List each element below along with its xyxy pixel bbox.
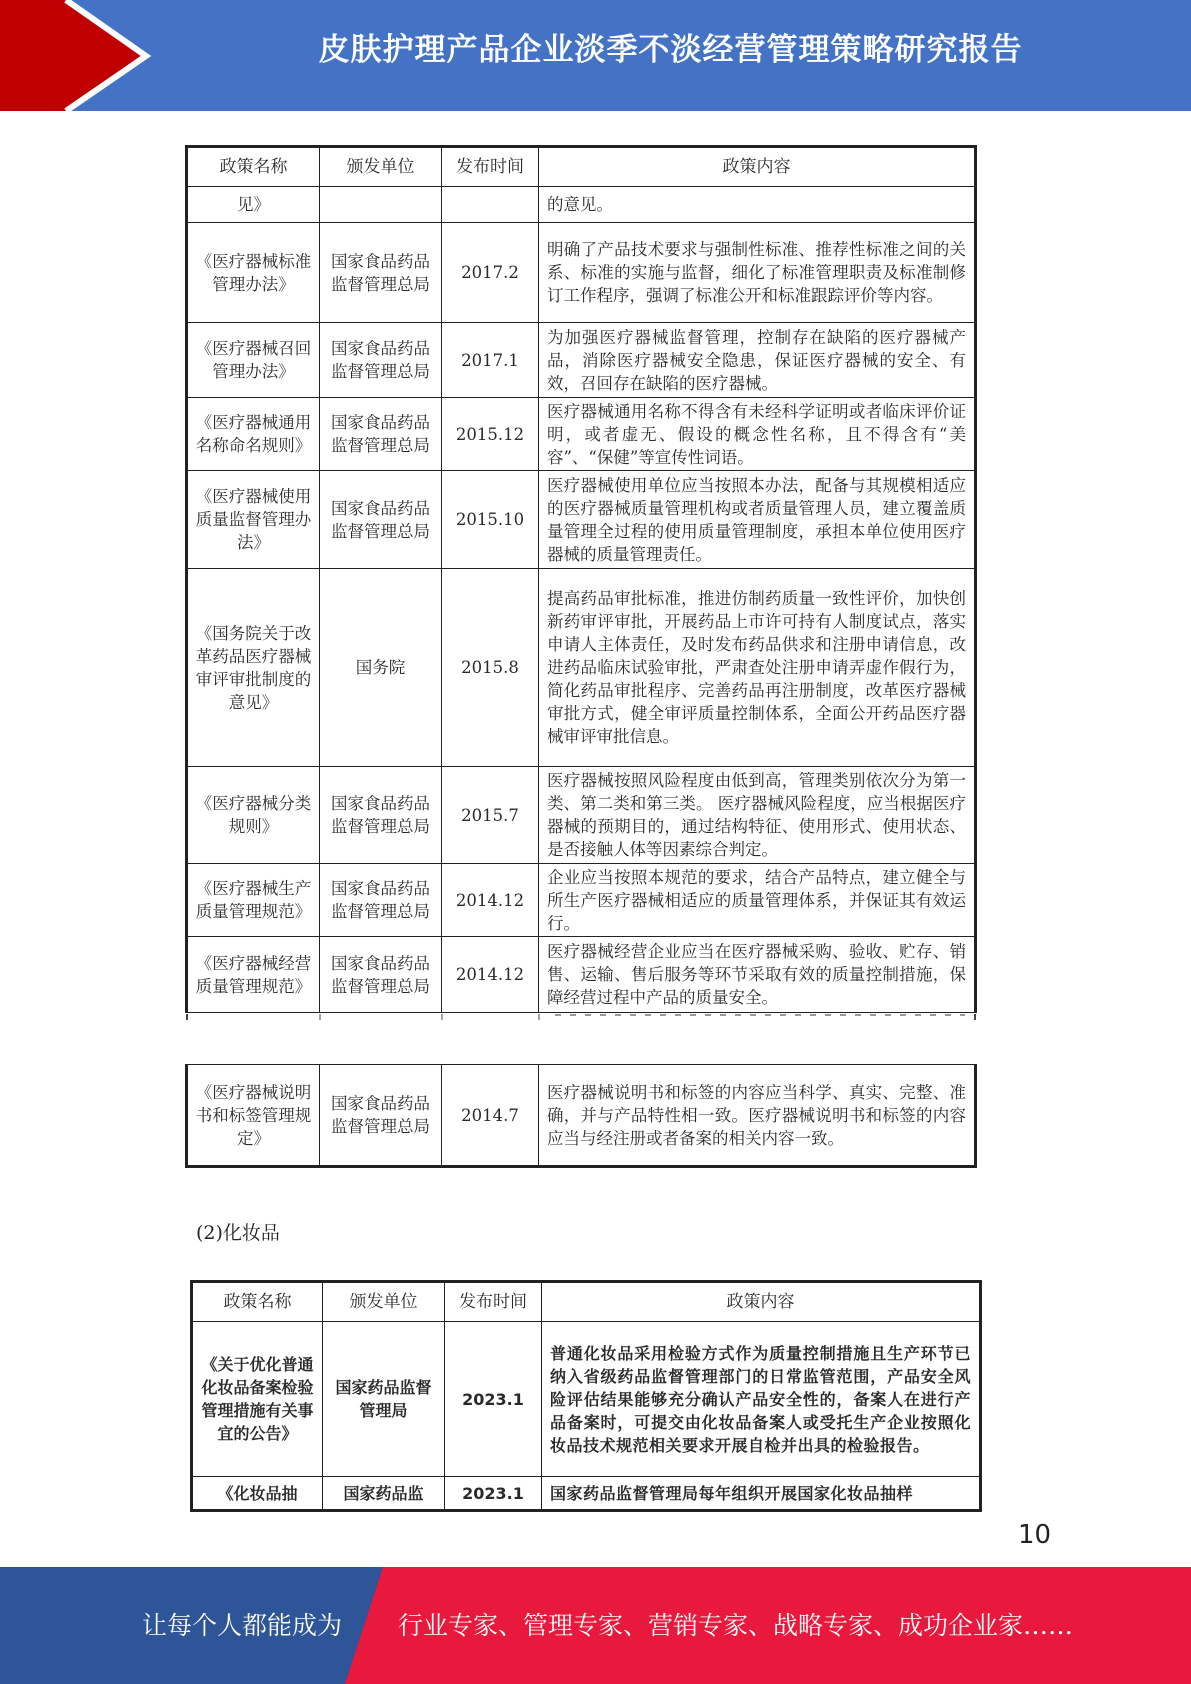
policy-date: 2017.1 [442,323,539,398]
footer-slogan-left: 让每个人都能成为 [142,1611,343,1640]
table-row [192,1322,981,1477]
policy-issuer: 国家食品药品监督管理总局 [320,937,442,1013]
policy-content: 为加强医疗器械监督管理，控制存在缺陷的医疗器械产品，消除医疗器械安全隐患，保证医疗器械的安全、有效，召回存在缺陷的医疗器械。 [539,323,976,398]
table-row [187,569,976,767]
policy-issuer: 国家食品药品监督管理总局 [320,471,442,569]
policy-date: 2015.8 [442,569,539,767]
policy-issuer: 国家食品药品监督管理总局 [320,223,442,323]
policy-content: 医疗器械通用名称不得含有未经科学证明或者临床评价证明，或者虚无、假设的概念性名称，且不得含有“美容”、“保健”等宣传性词语。 [539,398,976,471]
table-row [187,1065,976,1167]
policy-issuer: 国家食品药品监督管理总局 [320,323,442,398]
column-header-date: 发布时间 [442,147,539,187]
policy-date: 2015.7 [442,767,539,864]
policy-name: 《国务院关于改革药品医疗器械审评审批制度的意见》 [187,569,320,767]
policy-table-continuation [185,1064,977,1168]
policy-content: 医疗器械使用单位应当按照本办法，配备与其规模相适应的医疗器械质量管理机构或者质量管理人员，建立覆盖质量管理全过程的使用质量管理制度，承担本单位使用医疗器械的质量管理责任。 [539,471,976,569]
policy-content: 国家药品监督管理局每年组织开展国家化妆品抽样 [542,1477,981,1511]
table-header-row [187,147,976,187]
policy-content: 明确了产品技术要求与强制性标准、推荐性标准之间的关系、标准的实施与监督，细化了标准管理职责及标准制修订工作程序，强调了标准公开和标准跟踪评价等内容。 [539,223,976,323]
policy-date: 2014.12 [442,864,539,937]
table-row [187,864,976,937]
policy-date: 2015.12 [442,398,539,471]
column-header-issuer: 颁发单位 [323,1282,445,1322]
table-row [187,398,976,471]
policy-issuer: 国家食品药品监督管理总局 [320,1065,442,1167]
report-title: 皮肤护理产品企业淡季不淡经营管理策略研究报告 [318,32,1023,68]
policy-date: 2014.12 [442,937,539,1013]
policy-name: 《关于优化普通化妆品备案检验管理措施有关事宜的公告》 [192,1322,323,1477]
page-header [0,0,1191,111]
policy-name: 《医疗器械说明书和标签管理规定》 [187,1065,320,1167]
policy-issuer: 国家药品监 [323,1477,445,1511]
policy-issuer [320,187,442,223]
policy-content: 医疗器械说明书和标签的内容应当科学、真实、完整、准确，并与产品特性相一致。医疗器械说明书和标签的内容应当与经注册或者备案的相关内容一致。 [539,1065,976,1167]
column-header-name: 政策名称 [187,147,320,187]
policy-name: 《医疗器械分类规则》 [187,767,320,864]
policy-content: 提高药品审批标准，推进仿制药质量一致性评价，加快创新药审评审批，开展药品上市许可持有人制度试点，落实申请人主体责任，及时发布药品供求和注册申请信息，改进药品临床试验审批，严肃查处注册申请弄虚作假行为，简化药品审批程序、完善药品再注册制度，改革医疗器械审批方式，健全审评质量控制体系，全面公开药品医疗器械审评审批信息。 [539,569,976,767]
column-header-content: 政策内容 [539,147,976,187]
column-header-content: 政策内容 [542,1282,981,1322]
policy-content: 医疗器械按照风险程度由低到高，管理类别依次分为第一类、第二类和第三类。 医疗器械风险程度，应当根据医疗器械的预期目的，通过结构特征、使用形式、使用状态、是否接触人体等因素综合判定。 [539,767,976,864]
policy-name: 《医疗器械召回管理办法》 [187,323,320,398]
table-cut-fragment [185,1014,977,1020]
policy-issuer: 国家食品药品监督管理总局 [320,864,442,937]
policy-name: 《化妆品抽 [192,1477,323,1511]
table-row [187,471,976,569]
policy-date: 2015.10 [442,471,539,569]
footer-slogan-right: 行业专家、管理专家、营销专家、战略专家、成功企业家…… [398,1611,1074,1640]
policy-date: 2023.1 [445,1477,542,1511]
column-header-name: 政策名称 [192,1282,323,1322]
policy-date [442,187,539,223]
policy-name: 《医疗器械生产质量管理规范》 [187,864,320,937]
table-row [187,223,976,323]
page-number: 10 [1018,1520,1052,1550]
policy-date: 2023.1 [445,1322,542,1477]
policy-content: 的意见。 [539,187,976,223]
policy-content: 企业应当按照本规范的要求，结合产品特点，建立健全与所生产医疗器械相适应的质量管理体系，并保证其有效运行。 [539,864,976,937]
policy-table-cosmetics [190,1280,982,1512]
page-footer [0,1567,1191,1684]
policy-name: 《医疗器械使用质量监督管理办法》 [187,471,320,569]
policy-table-medical-devices [185,145,977,1013]
table-row [187,937,976,1013]
policy-date: 2014.7 [442,1065,539,1167]
policy-name: 《医疗器械经营质量管理规范》 [187,937,320,1013]
policy-issuer: 国家药品监督管理局 [323,1322,445,1477]
column-header-issuer: 颁发单位 [320,147,442,187]
table-row [187,323,976,398]
policy-name: 《医疗器械标准管理办法》 [187,223,320,323]
policy-name: 《医疗器械通用名称命名规则》 [187,398,320,471]
policy-content: 普通化妆品采用检验方式作为质量控制措施且生产环节已纳入省级药品监督管理部门的日常监管范围，产品安全风险评估结果能够充分确认产品安全性的，备案人在进行产品备案时，可提交由化妆品备案人或受托生产企业按照化妆品技术规范相关要求开展自检并出具的检验报告。 [542,1322,981,1477]
table-row [187,767,976,864]
column-header-date: 发布时间 [445,1282,542,1322]
policy-name: 见》 [187,187,320,223]
table-row [187,187,976,223]
policy-issuer: 国务院 [320,569,442,767]
policy-issuer: 国家食品药品监督管理总局 [320,398,442,471]
section-heading-cosmetics: (2)化妆品 [196,1222,280,1244]
policy-issuer: 国家食品药品监督管理总局 [320,767,442,864]
policy-content: 医疗器械经营企业应当在医疗器械采购、验收、贮存、销售、运输、售后服务等环节采取有效的质量控制措施，保障经营过程中产品的质量安全。 [539,937,976,1013]
table-header-row [192,1282,981,1322]
table-row [192,1477,981,1511]
policy-date: 2017.2 [442,223,539,323]
